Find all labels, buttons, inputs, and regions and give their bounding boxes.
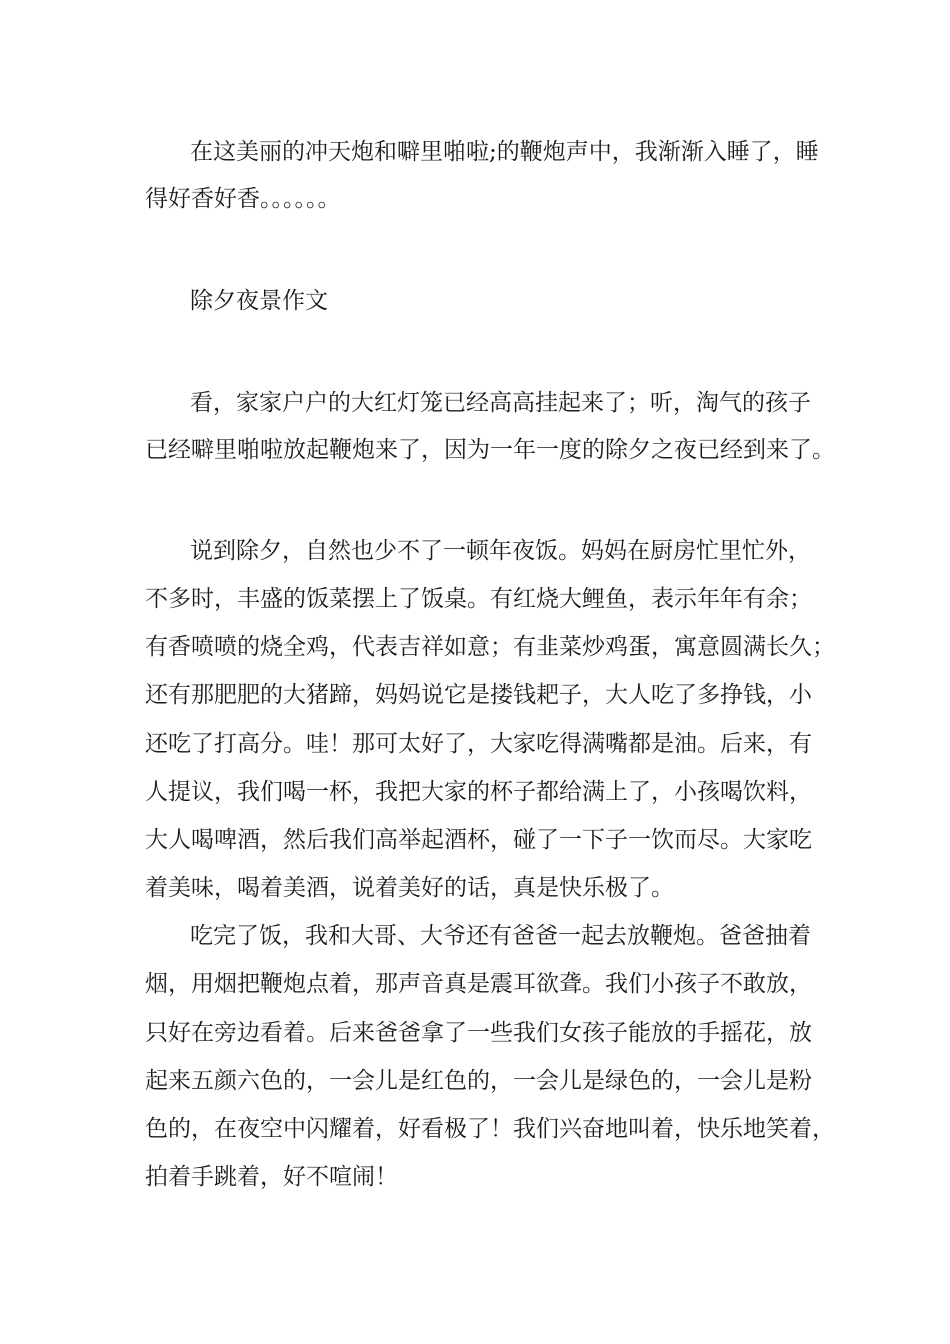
paragraph3-line-3: 只好在旁边看着。后来爸爸拿了一些我们女孩子能放的手摇花，放 — [145, 1020, 812, 1046]
paragraph2-line-4: 还有那肥肥的大猪蹄，妈妈说它是搂钱耙子，大人吃了多挣钱，小 — [145, 682, 812, 708]
intro-line-2: 得好香好香。。。。。。 — [145, 186, 341, 212]
paragraph1-line-2: 已经噼里啪啦放起鞭炮来了，因为一年一度的除夕之夜已经到来了。 — [145, 437, 835, 463]
paragraph2-line-1: 说到除夕，自然也少不了一顿年夜饭。妈妈在厨房忙里忙外， — [190, 538, 811, 564]
paragraph2-line-2: 不多时，丰盛的饭菜摆上了饭桌。有红烧大鲤鱼，表示年年有余； — [145, 586, 812, 612]
paragraph3-line-6: 拍着手跳着，好不喧闹！ — [145, 1164, 398, 1190]
paragraph2-line-3: 有香喷喷的烧全鸡，代表吉祥如意；有韭菜炒鸡蛋，寓意圆满长久； — [145, 634, 835, 660]
page-title: 除夕夜景作文 — [190, 288, 328, 314]
paragraph3-line-5: 色的，在夜空中闪耀着，好看极了！我们兴奋地叫着，快乐地笑着， — [145, 1116, 835, 1142]
paragraph3-line-1: 吃完了饭，我和大哥、大爷还有爸爸一起去放鞭炮。爸爸抽着 — [190, 923, 811, 949]
paragraph2-line-5: 还吃了打高分。哇！那可太好了，大家吃得满嘴都是油。后来，有 — [145, 731, 812, 757]
intro-line-1: 在这美丽的冲天炮和噼里啪啦;的鞭炮声中，我渐渐入睡了，睡 — [190, 139, 819, 165]
paragraph3-line-2: 烟，用烟把鞭炮点着，那声音真是震耳欲聋。我们小孩子不敢放， — [145, 971, 812, 997]
paragraph3-line-4: 起来五颜六色的，一会儿是红色的，一会儿是绿色的，一会儿是粉 — [145, 1068, 812, 1094]
paragraph2-line-7: 大人喝啤酒，然后我们高举起酒杯，碰了一下子一饮而尽。大家吃 — [145, 827, 812, 853]
paragraph2-line-8: 着美味，喝着美酒，说着美好的话，真是快乐极了。 — [145, 875, 674, 901]
paragraph2-line-6: 人提议，我们喝一杯，我把大家的杯子都给满上了，小孩喝饮料， — [145, 779, 812, 805]
paragraph1-line-1: 看，家家户户的大红灯笼已经高高挂起来了；听，淘气的孩子 — [190, 390, 811, 416]
